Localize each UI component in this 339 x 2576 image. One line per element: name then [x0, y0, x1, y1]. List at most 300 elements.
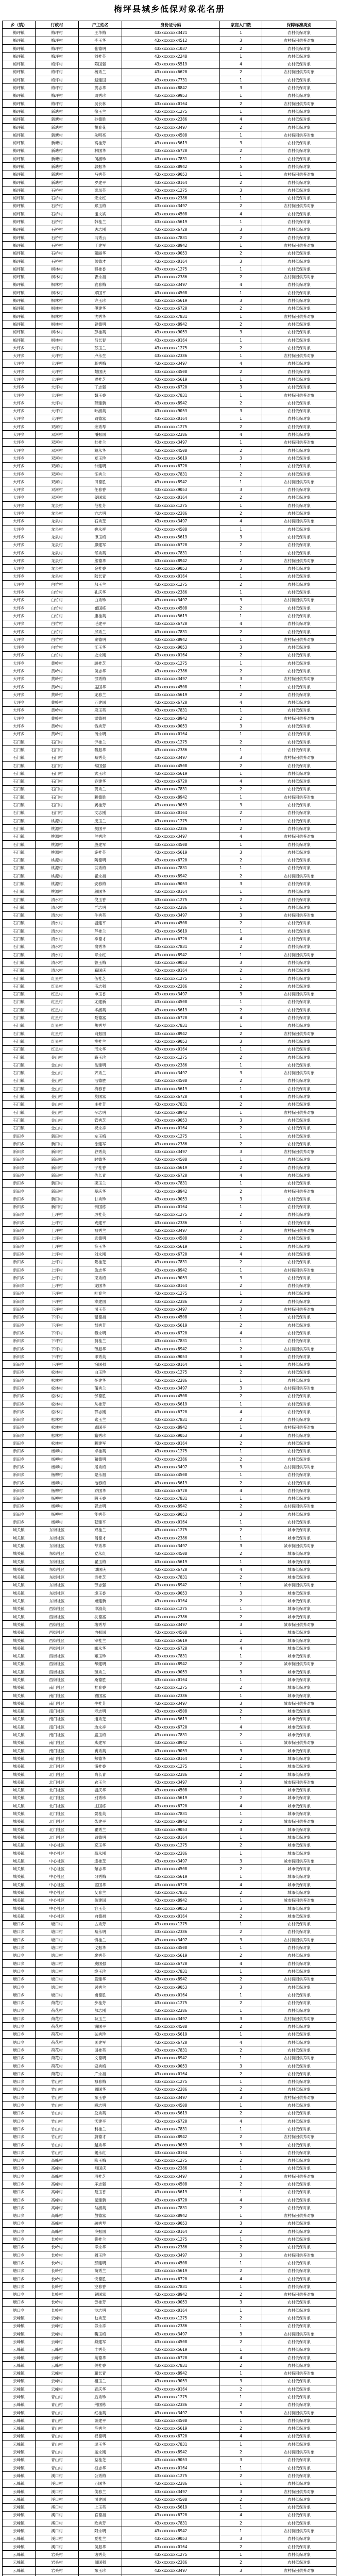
table-row: [3, 1203, 336, 1211]
cell-category: 农村低保对象: [262, 1164, 336, 1172]
cell-name: 钱秀芳: [79, 722, 122, 730]
cell-village: 梅坪村: [36, 37, 79, 44]
cell-name: 党永红: [79, 1550, 122, 1557]
cell-category: 农村低保对象: [262, 659, 336, 667]
cell-town: 大坪乡: [3, 486, 36, 494]
cell-name: 习秀梅: [79, 1873, 122, 1880]
cell-household-size: 1: [220, 1495, 262, 1502]
cell-village: 竹山村: [36, 2094, 79, 2102]
cell-household-size: 2: [220, 1164, 262, 1172]
cell-name: 尤建新: [79, 998, 122, 1006]
cell-town: 城关镇: [3, 1802, 36, 1810]
table-row: [3, 368, 336, 376]
table-row: [3, 1274, 336, 1282]
cell-id: 43xxxxxxxx6720: [122, 1960, 220, 1968]
cell-name: 侯志华: [79, 667, 122, 675]
cell-town: 大坪乡: [3, 699, 36, 706]
table-row: [3, 1164, 336, 1172]
cell-id: 43xxxxxxxx6720: [122, 1329, 220, 1337]
cell-category: 农村低保对象: [262, 612, 336, 620]
cell-household-size: 2: [220, 99, 262, 107]
cell-id: 43xxxxxxxx7831: [122, 1337, 220, 1345]
table-row: [3, 2425, 336, 2432]
cell-town: 新田乡: [3, 1266, 36, 1274]
cell-category: 农村特困供养对象: [262, 557, 336, 565]
cell-name: 晁建新: [79, 2196, 122, 2204]
cell-village: 金山村: [36, 1124, 79, 1132]
cell-village: 红星村: [36, 1022, 79, 1029]
table-row: [3, 1936, 336, 1944]
cell-household-size: 3: [220, 454, 262, 462]
cell-id: 43xxxxxxxx5619: [122, 297, 220, 304]
cell-name: 涂建军: [79, 1140, 122, 1148]
cell-household-size: 3: [220, 2330, 262, 2337]
cell-household-size: 1: [220, 155, 262, 163]
cell-household-size: 3: [220, 2298, 262, 2306]
cell-household-size: 2: [220, 919, 262, 927]
cell-household-size: 1: [220, 2527, 262, 2535]
cell-town: 石门镇: [3, 817, 36, 824]
cell-household-size: 2: [220, 1889, 262, 1896]
cell-town: 大坪乡: [3, 344, 36, 352]
cell-village: 下坪村: [36, 1361, 79, 1368]
table-row: [3, 1629, 336, 1636]
cell-village: 龙泉村: [36, 502, 79, 510]
cell-name: 季德才: [79, 935, 122, 943]
table-row: [3, 2086, 336, 2093]
cell-household-size: 2: [220, 1999, 262, 2007]
table-row: [3, 1243, 336, 1250]
table-row: [3, 1124, 336, 1132]
table-row: [3, 447, 336, 454]
cell-household-size: 3: [220, 2456, 262, 2464]
table-row: [3, 2346, 336, 2353]
cell-category: 农村特困供养对象: [262, 2133, 336, 2141]
cell-household-size: 1: [220, 1739, 262, 1747]
cell-category: 农村低保对象: [262, 1132, 336, 1140]
cell-town: 塘口乡: [3, 2267, 36, 2275]
cell-id: 43xxxxxxxx2386: [122, 588, 220, 596]
cell-village: 中心社区: [36, 1849, 79, 1857]
cell-category: 农村低保对象: [262, 895, 336, 903]
cell-town: 塘口乡: [3, 2196, 36, 2204]
cell-category: 农村低保对象: [262, 108, 336, 115]
cell-id: 43xxxxxxxx9053: [122, 1589, 220, 1597]
cell-name: 武德明: [79, 1234, 122, 1242]
cell-town: 石门镇: [3, 1061, 36, 1069]
cell-id: 43xxxxxxxx9053: [122, 328, 220, 336]
table-row: [3, 746, 336, 754]
cell-id: 43xxxxxxxx1275: [122, 1290, 220, 1297]
cell-household-size: 2: [220, 2558, 262, 2566]
cell-category: 农村低保对象: [262, 2322, 336, 2330]
cell-town: 城关镇: [3, 1589, 36, 1597]
cell-name: 阴玉香: [79, 1495, 122, 1502]
cell-name: 艾春兰: [79, 1889, 122, 1896]
cell-name: 伍桂芝: [79, 974, 122, 982]
cell-village: 大坪村: [36, 368, 79, 376]
cell-id: 43xxxxxxxx4508: [122, 604, 220, 612]
table-row: [3, 1022, 336, 1029]
cell-category: 农村特困供养对象: [262, 2212, 336, 2219]
cell-town: 云峰镇: [3, 2535, 36, 2543]
cell-id: 43xxxxxxxx3497: [122, 911, 220, 919]
cell-town: 城关镇: [3, 1834, 36, 1841]
cell-household-size: 2: [220, 368, 262, 376]
cell-household-size: 2: [220, 1818, 262, 1825]
cell-household-size: 3: [220, 2251, 262, 2259]
table-row: [3, 76, 336, 84]
cell-town: 石门镇: [3, 967, 36, 974]
cell-name: 余秀琴: [79, 423, 122, 431]
cell-id: 43xxxxxxxx9053: [122, 1747, 220, 1755]
cell-village: 中心社区: [36, 1865, 79, 1873]
table-row: [3, 131, 336, 139]
cell-household-size: 1: [220, 549, 262, 556]
table-row: [3, 1731, 336, 1739]
cell-household-size: 2: [220, 423, 262, 431]
table-row: [3, 2125, 336, 2133]
cell-village: 溪口村: [36, 2480, 79, 2487]
cell-name: 司玉英: [79, 1306, 122, 1313]
cell-village: 杨柳村: [36, 1487, 79, 1495]
table-row: [3, 2298, 336, 2306]
table-row: [3, 2251, 336, 2259]
cell-id: 43xxxxxxxx7831: [122, 1652, 220, 1660]
cell-id: 43xxxxxxxx0164: [122, 1439, 220, 1447]
cell-category: 农村特困供养对象: [262, 1187, 336, 1195]
cell-id: 43xxxxxxxx9053: [122, 407, 220, 415]
cell-household-size: 2: [220, 628, 262, 635]
cell-village: 石桥村: [36, 187, 79, 194]
cell-household-size: 2: [220, 234, 262, 242]
cell-id: 43xxxxxxxx4508: [122, 526, 220, 533]
cell-village: 桃源村: [36, 888, 79, 895]
table-row: [3, 2369, 336, 2377]
cell-category: 农村特困供养对象: [262, 951, 336, 959]
cell-town: 云峰镇: [3, 2369, 36, 2377]
table-row: [3, 1660, 336, 1668]
cell-town: 云峰镇: [3, 2393, 36, 2401]
cell-village: 枫林村: [36, 297, 79, 304]
cell-id: 43xxxxxxxx3497: [122, 1621, 220, 1629]
cell-category: 农村低保对象: [262, 1195, 336, 1203]
cell-household-size: 3: [220, 880, 262, 888]
table-row: [3, 1542, 336, 1550]
cell-category: 农村低保对象: [262, 888, 336, 895]
cell-household-size: 2: [220, 1187, 262, 1195]
cell-household-size: 1: [220, 1471, 262, 1479]
cell-category: 农村低保对象: [262, 2425, 336, 2432]
cell-id: 43xxxxxxxx4508: [122, 1471, 220, 1479]
cell-name: 白秀珍: [79, 596, 122, 604]
cell-name: 蒯长青: [79, 2369, 122, 2377]
cell-id: 43xxxxxxxx8942: [122, 478, 220, 486]
cell-household-size: 1: [220, 218, 262, 226]
cell-id: 43xxxxxxxx4508: [122, 1313, 220, 1321]
cell-category: 城市低保对象: [262, 1731, 336, 1739]
cell-category: 农村低保对象: [262, 1077, 336, 1084]
cell-town: 塘口乡: [3, 2204, 36, 2212]
cell-household-size: 2: [220, 2070, 262, 2078]
cell-household-size: 2: [220, 2425, 262, 2432]
cell-village: 松林村: [36, 1423, 79, 1431]
cell-household-size: 1: [220, 2393, 262, 2401]
cell-id: 43xxxxxxxx9053: [122, 2535, 220, 2543]
cell-id: 43xxxxxxxx2386: [122, 115, 220, 123]
cell-name: 步桂芳: [79, 1999, 122, 2007]
cell-name: 东玉珍: [79, 2566, 122, 2574]
cell-town: 石门镇: [3, 872, 36, 880]
cell-town: 新田乡: [3, 1148, 36, 1156]
cell-household-size: 1: [220, 1337, 262, 1345]
cell-town: 新田乡: [3, 1408, 36, 1416]
cell-village: 荷花村: [36, 2039, 79, 2046]
cell-name: 邹秀英: [79, 549, 122, 556]
cell-household-size: 1: [220, 1203, 262, 1211]
cell-household-size: 2: [220, 1912, 262, 1920]
cell-village: 塘口村: [36, 1960, 79, 1968]
table-row: [3, 383, 336, 391]
cell-town: 梅坪镇: [3, 281, 36, 289]
cell-name: 俟春兰: [79, 2487, 122, 2495]
cell-village: 桃源村: [36, 872, 79, 880]
table-row: [3, 1912, 336, 1920]
cell-id: 43xxxxxxxx3497: [122, 1463, 220, 1471]
cell-category: 农村低保对象: [262, 1093, 336, 1100]
cell-name: 沿德胜: [79, 1077, 122, 1084]
cell-name: 官德福: [79, 2511, 122, 2519]
cell-name: 雷德福: [79, 715, 122, 722]
cell-village: 下坪村: [36, 1345, 79, 1352]
cell-village: 石门村: [36, 809, 79, 817]
cell-household-size: 1: [220, 706, 262, 714]
cell-household-size: 1: [220, 391, 262, 399]
table-row: [3, 659, 336, 667]
cell-household-size: 3: [220, 2487, 262, 2495]
cell-name: 江玉华: [79, 643, 122, 651]
cell-town: 塘口乡: [3, 1983, 36, 1991]
cell-village: 高峰村: [36, 2204, 79, 2212]
cell-village: 中心社区: [36, 1841, 79, 1849]
cell-household-size: 1: [220, 1447, 262, 1455]
cell-name: 桑德胜: [79, 1676, 122, 1684]
table-row: [3, 872, 336, 880]
table-row: [3, 2212, 336, 2219]
cell-town: 大坪乡: [3, 423, 36, 431]
cell-id: 43xxxxxxxx9053: [122, 1511, 220, 1518]
cell-category: 农村低保对象: [262, 643, 336, 651]
cell-town: 新田乡: [3, 1250, 36, 1258]
cell-name: 罗建平: [79, 178, 122, 186]
cell-village: 塘口村: [36, 1920, 79, 1928]
table-row: [3, 1770, 336, 1778]
cell-name: 庄桂芳: [79, 1100, 122, 1108]
table-row: [3, 935, 336, 943]
cell-name: 庾国强: [79, 1960, 122, 1968]
cell-village: 杨柳村: [36, 1502, 79, 1510]
cell-category: 农村特困供养对象: [262, 2409, 336, 2416]
cell-id: 43xxxxxxxx5619: [122, 691, 220, 699]
cell-id: 43xxxxxxxx8942: [122, 2448, 220, 2456]
cell-name: 堵秀琴: [79, 1621, 122, 1629]
table-row: [3, 2464, 336, 2472]
cell-town: 石门镇: [3, 935, 36, 943]
cell-category: 农村低保对象: [262, 2125, 336, 2133]
cell-town: 云峰镇: [3, 2409, 36, 2416]
table-row: [3, 1187, 336, 1195]
cell-id: 43xxxxxxxx3497: [122, 2251, 220, 2259]
cell-village: 塘口村: [36, 1944, 79, 1952]
cell-name: 蔡国庆: [79, 368, 122, 376]
cell-household-size: 1: [220, 462, 262, 470]
cell-id: 43xxxxxxxx2386: [122, 1377, 220, 1384]
cell-household-size: 1: [220, 612, 262, 620]
cell-town: 塘口乡: [3, 2046, 36, 2054]
cell-name: 向德福: [79, 1912, 122, 1920]
cell-village: 石门村: [36, 761, 79, 769]
cell-id: 43xxxxxxxx2386: [122, 273, 220, 281]
cell-id: 43xxxxxxxx4512: [122, 37, 220, 44]
cell-category: 农村低保对象: [262, 1487, 336, 1495]
cell-id: 43xxxxxxxx1275: [122, 1053, 220, 1061]
cell-category: 农村低保对象: [262, 651, 336, 659]
cell-village: 大坪村: [36, 352, 79, 360]
cell-name: 薛建新: [79, 399, 122, 407]
cell-town: 云峰镇: [3, 2425, 36, 2432]
cell-category: 农村特困供养对象: [262, 1345, 336, 1352]
cell-town: 云峰镇: [3, 2346, 36, 2353]
cell-id: 43xxxxxxxx2386: [122, 1455, 220, 1463]
cell-id: 43xxxxxxxx8942: [122, 2133, 220, 2141]
cell-household-size: 1: [220, 770, 262, 777]
cell-household-size: 1: [220, 1219, 262, 1227]
cell-category: 农村低保对象: [262, 1495, 336, 1502]
cell-id: 43xxxxxxxx7831: [122, 1100, 220, 1108]
cell-village: 红星村: [36, 1014, 79, 1022]
cell-household-size: 3: [220, 1542, 262, 1550]
cell-id: 43xxxxxxxx8942: [122, 1739, 220, 1747]
cell-village: 龙泉村: [36, 526, 79, 533]
table-row: [3, 2141, 336, 2148]
table-row: [3, 2275, 336, 2282]
cell-village: 黄岭村: [36, 683, 79, 690]
cell-name: 公秀梅: [79, 2472, 122, 2480]
cell-category: 城市低保对象: [262, 1676, 336, 1684]
cell-id: 43xxxxxxxx4508: [122, 2180, 220, 2188]
cell-town: 城关镇: [3, 1896, 36, 1904]
cell-household-size: 1: [220, 1022, 262, 1029]
table-row: [3, 2228, 336, 2235]
cell-id: 43xxxxxxxx1275: [122, 1841, 220, 1849]
cell-id: 43xxxxxxxx9053: [122, 2456, 220, 2464]
cell-town: 梅坪镇: [3, 297, 36, 304]
cell-village: 新塘村: [36, 108, 79, 115]
cell-household-size: 1: [220, 659, 262, 667]
cell-village: 枫林村: [36, 289, 79, 297]
cell-household-size: 1: [220, 92, 262, 99]
cell-household-size: 3: [220, 1700, 262, 1707]
cell-id: 43xxxxxxxx3497: [122, 1227, 220, 1234]
cell-id: 43xxxxxxxx9053: [122, 2141, 220, 2148]
cell-id: 43xxxxxxxx5619: [122, 2267, 220, 2275]
cell-id: 43xxxxxxxx0164: [122, 2464, 220, 2472]
table-row: [3, 1219, 336, 1227]
cell-name: 阎德明: [79, 1834, 122, 1841]
cell-name: 连桂芝: [79, 1857, 122, 1865]
table-row: [3, 2551, 336, 2558]
cell-town: 大坪乡: [3, 722, 36, 730]
cell-category: 农村低保对象: [262, 2496, 336, 2503]
cell-category: 农村低保对象: [262, 935, 336, 943]
cell-category: 农村低保对象: [262, 683, 336, 690]
cell-name: 高桂芳: [79, 139, 122, 147]
cell-town: 大坪乡: [3, 588, 36, 596]
table-row: [3, 2023, 336, 2030]
table-row: [3, 1747, 336, 1755]
table-row: [3, 360, 336, 367]
cell-category: 城市低保对象: [262, 1557, 336, 1565]
cell-name: 桂春香: [79, 1684, 122, 1691]
table-row: [3, 29, 336, 37]
cell-id: 43xxxxxxxx8942: [122, 2291, 220, 2298]
cell-town: 石门镇: [3, 833, 36, 840]
cell-household-size: 1: [220, 336, 262, 344]
cell-id: 43xxxxxxxx5619: [122, 612, 220, 620]
cell-id: 43xxxxxxxx3497: [122, 281, 220, 289]
cell-name: 申玉香: [79, 990, 122, 998]
cell-id: 43xxxxxxxx1275: [122, 1605, 220, 1613]
cell-household-size: 1: [220, 312, 262, 320]
cell-household-size: 1: [220, 2464, 262, 2472]
cell-village: 黄岭村: [36, 699, 79, 706]
cell-name: 董丽华: [79, 249, 122, 257]
cell-household-size: 1: [220, 265, 262, 273]
cell-id: 43xxxxxxxx6720: [122, 226, 220, 233]
table-row: [3, 541, 336, 549]
cell-village: 白竹村: [36, 612, 79, 620]
cell-household-size: 1: [220, 2188, 262, 2196]
cell-category: 农村低保对象: [262, 60, 336, 68]
cell-id: 43xxxxxxxx6720: [122, 1093, 220, 1100]
cell-name: 梅春香: [79, 1085, 122, 1093]
cell-id: 43xxxxxxxx8942: [122, 1581, 220, 1589]
cell-id: 43xxxxxxxx1275: [122, 2472, 220, 2480]
cell-category: 农村低保对象: [262, 1211, 336, 1218]
table-row: [3, 895, 336, 903]
cell-category: 农村低保对象: [262, 526, 336, 533]
cell-id: 43xxxxxxxx7831: [122, 1258, 220, 1266]
cell-household-size: 3: [220, 1668, 262, 1676]
cell-category: 农村低保对象: [262, 1471, 336, 1479]
cell-category: 农村低保对象: [262, 510, 336, 517]
cell-category: 城市低保对象: [262, 1912, 336, 1920]
cell-village: 红星村: [36, 990, 79, 998]
cell-id: 43xxxxxxxx0164: [122, 494, 220, 501]
cell-town: 塘口乡: [3, 2298, 36, 2306]
cell-town: 城关镇: [3, 1542, 36, 1550]
cell-household-size: 2: [220, 2243, 262, 2251]
cell-village: 梅坪村: [36, 84, 79, 92]
cell-town: 城关镇: [3, 1849, 36, 1857]
cell-household-size: 3: [220, 2219, 262, 2227]
table-row: [3, 2078, 336, 2086]
cell-category: 农村低保对象: [262, 2259, 336, 2267]
cell-id: 43xxxxxxxx1275: [122, 738, 220, 746]
cell-id: 43xxxxxxxx8942: [122, 1266, 220, 1274]
cell-name: 阎德富: [79, 415, 122, 422]
cell-id: 43xxxxxxxx3497: [122, 202, 220, 210]
